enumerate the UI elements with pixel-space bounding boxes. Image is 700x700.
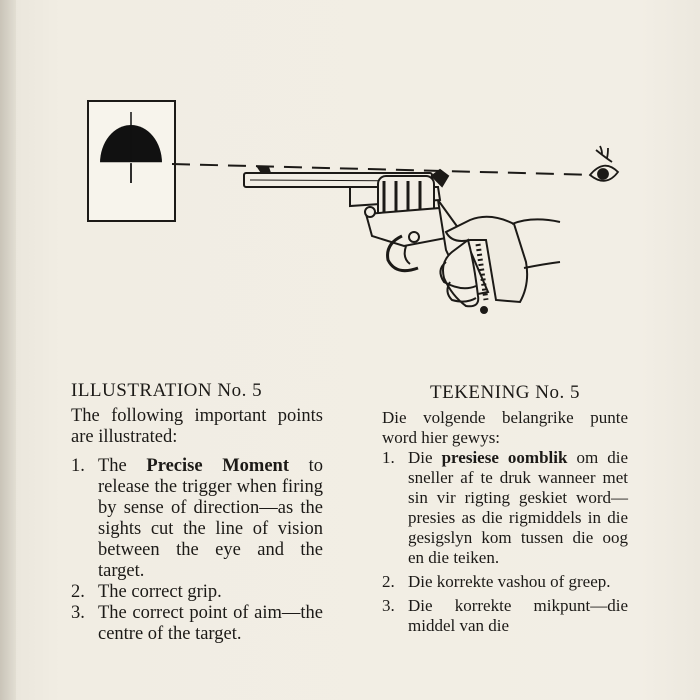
english-intro: The following important points are illustrated: — [71, 406, 323, 447]
afrikaans-heading: TEKENING No. 5 — [429, 382, 580, 403]
afrikaans-intro: Die volgende belangrike punte word hier gewys: — [382, 408, 628, 447]
english-heading: ILLUSTRATION No. 5 — [71, 380, 263, 401]
afrikaans-point-2: 2. Die korrekte vashou of greep. — [382, 572, 611, 591]
english-point-3: 3. The correct point of aim—the centre of the target. — [71, 603, 323, 644]
hand-drawing — [440, 217, 560, 306]
point-number: 1. — [382, 448, 395, 467]
afrikaans-point-1: 1. Die presiese oomblik om die sneller af te druk wanneer met sin vir rigting geskiet word—presies as die rigmiddels in die gesigslyn kom tussen die oog en die teiken. — [382, 448, 628, 567]
precise-moment-emphasis: Precise Moment — [146, 456, 289, 476]
afrikaans-points-list — [382, 448, 628, 636]
afrikaans-point-3: 3. Die korrekte mikpunt—die middel van die — [382, 596, 628, 635]
english-point-2: 2. The correct grip. — [71, 582, 222, 602]
point-number: 1. — [71, 456, 85, 476]
point-number: 3. — [382, 596, 395, 615]
point-number: 2. — [71, 582, 85, 602]
eye-icon — [590, 146, 618, 181]
target-card — [88, 101, 175, 221]
point-number: 3. — [71, 603, 85, 623]
point-number: 2. — [382, 572, 395, 591]
english-column — [71, 380, 323, 645]
english-point-1: 1. The Precise Moment to release the trigger when firing by sense of direction—as the sights cut the line of vision between the eye and the target. — [71, 456, 324, 581]
english-points-list — [71, 456, 323, 645]
presiese-oomblik-emphasis: presiese oomblik — [441, 448, 568, 467]
afrikaans-column — [382, 382, 628, 636]
